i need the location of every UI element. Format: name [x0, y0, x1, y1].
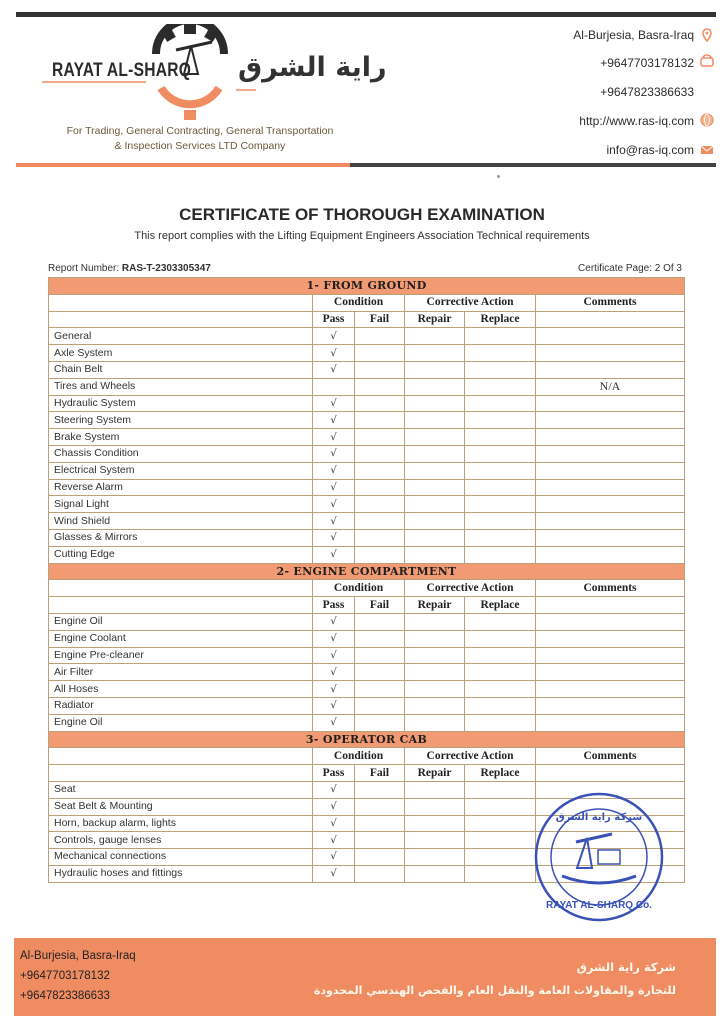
pass-cell: √ — [313, 361, 355, 378]
footer-address: Al-Burjesia, Basra-Iraq — [20, 950, 136, 962]
repair-cell — [405, 714, 465, 731]
replace-cell — [465, 496, 536, 513]
table-row — [49, 361, 685, 378]
phone-icon — [700, 54, 714, 68]
table-row — [49, 445, 685, 462]
pass-cell: √ — [313, 681, 355, 698]
item-name: Cutting Edge — [49, 546, 313, 563]
table-row — [49, 664, 685, 681]
pass-cell: √ — [313, 328, 355, 345]
pass-cell: √ — [313, 445, 355, 462]
comment-cell — [536, 529, 685, 546]
fail-cell — [355, 832, 405, 849]
item-name: Chain Belt — [49, 361, 313, 378]
section-title: 3- OPERATOR CAB — [49, 731, 685, 748]
table-row — [49, 479, 685, 496]
pass-cell: √ — [313, 513, 355, 530]
repair-cell — [405, 798, 465, 815]
replace-cell — [465, 647, 536, 664]
fail-cell — [355, 613, 405, 630]
header-divider-dark — [350, 163, 716, 167]
pass-cell: √ — [313, 546, 355, 563]
pass-cell: √ — [313, 345, 355, 362]
fail-cell — [355, 412, 405, 429]
company-stamp-icon — [532, 790, 666, 924]
report-number — [48, 263, 211, 274]
repair-cell — [405, 328, 465, 345]
item-name: Engine Oil — [49, 714, 313, 731]
item-name: Hydraulic hoses and fittings — [49, 865, 313, 882]
repair-cell — [405, 664, 465, 681]
replace-cell — [465, 412, 536, 429]
header-pass: Pass — [313, 597, 355, 614]
certificate-title: CERTIFICATE OF THOROUGH EXAMINATION — [179, 205, 545, 224]
header-comments: Comments — [536, 294, 685, 311]
repair-cell — [405, 865, 465, 882]
comment-cell — [536, 630, 685, 647]
certificate-page: Certificate Page: 2 Of 3 — [578, 263, 682, 274]
comment-cell — [536, 445, 685, 462]
repair-cell — [405, 479, 465, 496]
pass-cell: √ — [313, 496, 355, 513]
contact-phone-1: +9647703178132 — [600, 56, 694, 70]
report-number-label: Report Number: — [48, 263, 120, 274]
contact-address: Al-Burjesia, Basra-Iraq — [573, 28, 694, 42]
header-blank — [536, 765, 685, 782]
replace-cell — [465, 849, 536, 866]
fail-cell — [355, 328, 405, 345]
fail-cell — [355, 630, 405, 647]
fail-cell — [355, 546, 405, 563]
comment-cell — [536, 613, 685, 630]
replace-cell — [465, 613, 536, 630]
repair-cell — [405, 630, 465, 647]
table-row — [49, 546, 685, 563]
header-blank — [49, 765, 313, 782]
comment-cell — [536, 697, 685, 714]
item-name: Tires and Wheels — [49, 378, 313, 395]
item-name: Chassis Condition — [49, 445, 313, 462]
repair-cell — [405, 681, 465, 698]
repair-cell — [405, 613, 465, 630]
section-header-row — [49, 563, 685, 580]
replace-cell — [465, 395, 536, 412]
column-group-header-row — [49, 580, 685, 597]
fail-cell — [355, 781, 405, 798]
repair-cell — [405, 815, 465, 832]
fail-cell — [355, 429, 405, 446]
header-condition: Condition — [313, 748, 405, 765]
fail-cell — [355, 647, 405, 664]
table-row — [49, 412, 685, 429]
pass-cell: √ — [313, 412, 355, 429]
fail-cell — [355, 378, 405, 395]
replace-cell — [465, 714, 536, 731]
item-name: Mechanical connections — [49, 849, 313, 866]
page-footer — [14, 938, 716, 1016]
stamp-text-english: RAYAT AL-SHARQ Co. — [546, 900, 652, 911]
comment-cell — [536, 345, 685, 362]
repair-cell — [405, 462, 465, 479]
column-group-header-row — [49, 748, 685, 765]
fail-cell — [355, 479, 405, 496]
replace-cell — [465, 781, 536, 798]
replace-cell — [465, 328, 536, 345]
fail-cell — [355, 529, 405, 546]
table-row — [49, 630, 685, 647]
fail-cell — [355, 714, 405, 731]
comment-cell — [536, 361, 685, 378]
repair-cell — [405, 445, 465, 462]
header-replace: Replace — [465, 311, 536, 328]
header-corrective-action: Corrective Action — [405, 580, 536, 597]
company-tagline — [50, 124, 350, 154]
column-subheader-row — [49, 311, 685, 328]
table-row — [49, 613, 685, 630]
item-name: Horn, backup alarm, lights — [49, 815, 313, 832]
replace-cell — [465, 865, 536, 882]
repair-cell — [405, 647, 465, 664]
table-row — [49, 328, 685, 345]
pass-cell: √ — [313, 613, 355, 630]
pass-cell: √ — [313, 832, 355, 849]
replace-cell — [465, 630, 536, 647]
item-name: Seat Belt & Mounting — [49, 798, 313, 815]
comment-cell — [536, 395, 685, 412]
header-repair: Repair — [405, 311, 465, 328]
replace-cell — [465, 546, 536, 563]
section-header-row — [49, 731, 685, 748]
item-name: Hydraulic System — [49, 395, 313, 412]
table-row — [49, 529, 685, 546]
pass-cell: √ — [313, 714, 355, 731]
item-name: Signal Light — [49, 496, 313, 513]
stamp-text-arabic: شركة راية الشرق — [555, 812, 643, 823]
fail-cell — [355, 664, 405, 681]
header-corrective-action: Corrective Action — [405, 294, 536, 311]
replace-cell — [465, 378, 536, 395]
globe-icon — [700, 113, 714, 127]
replace-cell — [465, 479, 536, 496]
section-title: 2- ENGINE COMPARTMENT — [49, 563, 685, 580]
header-blank — [536, 311, 685, 328]
contact-phone-2: +9647823386633 — [600, 85, 694, 99]
comment-cell — [536, 412, 685, 429]
comment-cell — [536, 714, 685, 731]
pass-cell: √ — [313, 395, 355, 412]
repair-cell — [405, 546, 465, 563]
pass-cell: √ — [313, 865, 355, 882]
footer-phone-1: +9647703178132 — [20, 970, 110, 982]
comment-cell — [536, 479, 685, 496]
certificate-subtitle: This report complies with the Lifting Equipment Engineers Association Technical requirements — [134, 230, 590, 242]
header-fail: Fail — [355, 765, 405, 782]
footer-company-arabic: شركة راية الشرق — [576, 960, 676, 974]
table-row — [49, 647, 685, 664]
header-blank — [49, 580, 313, 597]
comment-cell — [536, 513, 685, 530]
item-name: Engine Pre-cleaner — [49, 647, 313, 664]
brand-name-english: RAYAT AL-SHARQ — [52, 60, 192, 81]
replace-cell — [465, 513, 536, 530]
item-name: All Hoses — [49, 681, 313, 698]
repair-cell — [405, 361, 465, 378]
fail-cell — [355, 513, 405, 530]
fail-cell — [355, 496, 405, 513]
repair-cell — [405, 849, 465, 866]
decorative-dot — [497, 175, 500, 178]
item-name: Reverse Alarm — [49, 479, 313, 496]
location-pin-icon — [700, 28, 714, 42]
repair-cell — [405, 513, 465, 530]
table-row — [49, 395, 685, 412]
pass-cell: √ — [313, 479, 355, 496]
column-subheader-row — [49, 765, 685, 782]
item-name: Seat — [49, 781, 313, 798]
fail-cell — [355, 849, 405, 866]
pass-cell: √ — [313, 630, 355, 647]
table-row — [49, 496, 685, 513]
pass-cell — [313, 378, 355, 395]
contact-email: info@ras-iq.com — [606, 143, 694, 157]
repair-cell — [405, 345, 465, 362]
fail-cell — [355, 815, 405, 832]
fail-cell — [355, 865, 405, 882]
header-divider-orange — [16, 163, 350, 167]
table-row — [49, 714, 685, 731]
tagline-line-1: For Trading, General Contracting, General Transportation — [66, 125, 334, 137]
item-name: Engine Oil — [49, 613, 313, 630]
header-blank — [536, 597, 685, 614]
item-name: Controls, gauge lenses — [49, 832, 313, 849]
replace-cell — [465, 462, 536, 479]
header-comments: Comments — [536, 748, 685, 765]
pass-cell: √ — [313, 462, 355, 479]
brand-name-arabic: راية الشرق — [238, 52, 387, 83]
table-row — [49, 345, 685, 362]
comment-cell — [536, 496, 685, 513]
replace-cell — [465, 815, 536, 832]
fail-cell — [355, 445, 405, 462]
table-row — [49, 697, 685, 714]
repair-cell — [405, 412, 465, 429]
repair-cell — [405, 378, 465, 395]
item-name: Air Filter — [49, 664, 313, 681]
repair-cell — [405, 395, 465, 412]
comment-cell — [536, 462, 685, 479]
item-name: Radiator — [49, 697, 313, 714]
pass-cell: √ — [313, 697, 355, 714]
header-pass: Pass — [313, 311, 355, 328]
pass-cell: √ — [313, 798, 355, 815]
repair-cell — [405, 496, 465, 513]
replace-cell — [465, 832, 536, 849]
replace-cell — [465, 445, 536, 462]
comment-cell — [536, 429, 685, 446]
footer-phone-2: +9647823386633 — [20, 990, 110, 1002]
replace-cell — [465, 681, 536, 698]
table-row — [49, 462, 685, 479]
tagline-line-2: & Inspection Services LTD Company — [114, 140, 286, 152]
fail-cell — [355, 395, 405, 412]
replace-cell — [465, 429, 536, 446]
section-header-row — [49, 278, 685, 295]
mail-icon — [700, 143, 714, 157]
header-top-bar — [16, 12, 716, 17]
fail-cell — [355, 361, 405, 378]
header-corrective-action: Corrective Action — [405, 748, 536, 765]
replace-cell — [465, 664, 536, 681]
comment-cell: N/A — [536, 378, 685, 395]
table-row — [49, 681, 685, 698]
header-comments: Comments — [536, 580, 685, 597]
replace-cell — [465, 361, 536, 378]
replace-cell — [465, 697, 536, 714]
replace-cell — [465, 529, 536, 546]
fail-cell — [355, 798, 405, 815]
pass-cell: √ — [313, 664, 355, 681]
header-replace: Replace — [465, 597, 536, 614]
fail-cell — [355, 697, 405, 714]
repair-cell — [405, 781, 465, 798]
repair-cell — [405, 832, 465, 849]
header-blank — [49, 294, 313, 311]
table-row — [49, 429, 685, 446]
header-pass: Pass — [313, 765, 355, 782]
comment-cell — [536, 664, 685, 681]
header-fail: Fail — [355, 597, 405, 614]
fail-cell — [355, 462, 405, 479]
item-name: Glasses & Mirrors — [49, 529, 313, 546]
column-group-header-row — [49, 294, 685, 311]
item-name: Electrical System — [49, 462, 313, 479]
header-condition: Condition — [313, 580, 405, 597]
item-name: Steering System — [49, 412, 313, 429]
repair-cell — [405, 697, 465, 714]
pass-cell: √ — [313, 781, 355, 798]
footer-description-arabic: للتجارة والمقاولات العامة والنقل العام والفحص الهندسي المحدودة — [313, 984, 676, 997]
header-condition: Condition — [313, 294, 405, 311]
header-fail: Fail — [355, 311, 405, 328]
table-row — [49, 513, 685, 530]
header-blank — [49, 311, 313, 328]
comment-cell — [536, 681, 685, 698]
replace-cell — [465, 798, 536, 815]
repair-cell — [405, 429, 465, 446]
pass-cell: √ — [313, 647, 355, 664]
item-name: Axle System — [49, 345, 313, 362]
table-row — [49, 378, 685, 395]
column-subheader-row — [49, 597, 685, 614]
fail-cell — [355, 681, 405, 698]
item-name: Brake System — [49, 429, 313, 446]
comment-cell — [536, 546, 685, 563]
header-repair: Repair — [405, 597, 465, 614]
header-repair: Repair — [405, 765, 465, 782]
pass-cell: √ — [313, 849, 355, 866]
comment-cell — [536, 647, 685, 664]
pass-cell: √ — [313, 529, 355, 546]
report-number-value: RAS-T-2303305347 — [121, 263, 211, 274]
header-blank — [49, 597, 313, 614]
comment-cell — [536, 328, 685, 345]
section-title: 1- FROM GROUND — [49, 278, 685, 295]
header-replace: Replace — [465, 765, 536, 782]
replace-cell — [465, 345, 536, 362]
pass-cell: √ — [313, 815, 355, 832]
header-blank — [49, 748, 313, 765]
repair-cell — [405, 529, 465, 546]
pass-cell: √ — [313, 429, 355, 446]
fail-cell — [355, 345, 405, 362]
contact-website: http://www.ras-iq.com — [579, 114, 694, 128]
item-name: General — [49, 328, 313, 345]
item-name: Wind Shield — [49, 513, 313, 530]
item-name: Engine Coolant — [49, 630, 313, 647]
